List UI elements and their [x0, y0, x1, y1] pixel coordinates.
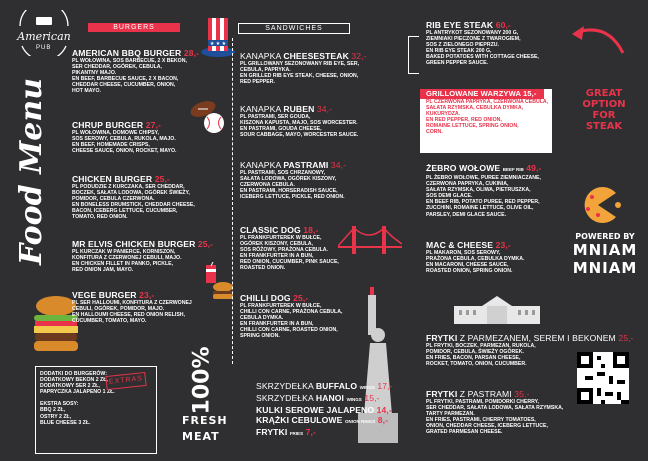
pub-logo [14, 10, 74, 56]
burger-item-chrup: CHRUP BURGER 27,- PL WOŁOWINA, DOMOWE CHIPSY, SOS SEROWY, CEBULA, RUKOLA, MAJO. EN BEEF, HOMEMADE CRISPS, CHEESE SAUCE, ONION, ROCKET, MAYO. [72, 120, 177, 155]
grill-item: GRILLOWANE WARZYWA 15,- PL CZERWONA PAPRYKA, CZERWONA CEBULA, SAŁATA RZYMSKA, CEBULKA DYMKA, KUKURYDZA. EN RED PEPPER, RED ONION, ROMAINE LETTUCE, SPRING ONION, CORN. [426, 89, 549, 136]
sandwich-item-cheesesteak: KANAPKA CHEESESTEAK 32,- PL GRILLOWANY SEZONOWANY RIB EYE, SER, CEBULA, PAPRYKA. EN GRILLED RIB EYE STEAK, CHEESE, ONION, RED PEPPER. [240, 51, 367, 86]
fresh-meat-line1: FRESH [182, 414, 228, 427]
extras-badge: EXTRAS [105, 372, 146, 390]
burger-small-icon [212, 282, 234, 300]
wing-item-onion-rings: KRĄŻKI CEBULOWE ONION RINGS 8,- [256, 415, 389, 425]
great-option-label: GREAT OPTION FOR STEAK [582, 88, 626, 132]
wing-item-jalapeno: KULKI SEROWE JALAPENO 14,- [256, 405, 392, 415]
arrow-icon [568, 18, 628, 58]
extras-title-2: EKSTRA SOSY: [40, 401, 79, 408]
sandwich-item-classic-dog: CLASSIC DOG 18,- PL FRANKFURTEREK W BUŁCE, OGÓREK KISZONY, CEBULA, SOS RÓŻOWY, PRAŻONA CEBULA. EN FRANKFURTER IN A BUN, RED ONION, CUCUMBER, PINK SAUCE, ROASTED ONION. [240, 225, 339, 272]
burgers-ribbon: BURGERS [88, 23, 180, 32]
sandwiches-ribbon: SANDWICHES [238, 23, 350, 34]
ribeye-item: RIB EYE STEAK 60,- PL ANTRYKOT SEZONOWANY 200 G, ZIEMNIAKI PIECZONE Z TWAROGIEM, SOS Z ZIELONEGO PIEPRZU. EN RIB EYE STEAK 200 G, BAKED POTATOES WITH COTTAGE CHEESE, GREEN PEPPER SAUCE. [426, 20, 539, 67]
burger-item-vege: VEGE BURGER 23,- PL SER HALLOUMI, KONFITURA Z CZERWONEJ CEBULI, OGÓREK, POMIDOR, MAJO. EN HALLOUMI CHEESE, RED ONION RELISH, CUCUMBER, TOMATO, MAYO. [72, 290, 192, 325]
fresh-meat-line2: MEAT [182, 430, 220, 443]
svg-text:★ ★ ★: ★ ★ ★ [209, 41, 227, 47]
pizza-icon [578, 185, 624, 225]
extras-content: DODATKI DO BURGERÓW: DODATKOWY BEKON 2 ZŁ, DODATKOWY SER 2 ZŁ, PAPRYCZKA JALAPENO 1 ZŁ. EKSTRA SOSY: BBQ 2 ZŁ, OSTRY 2 ZŁ, BLUE CHEESE 3 ZŁ. [40, 371, 120, 426]
fresh-meat-badge [178, 338, 238, 458]
ribeye-bracket [408, 36, 419, 74]
sandwich-item-pastrami: KANAPKA PASTRAMI 34,- PL PASTRAMI, SOS CHRZANOWY, SAŁATA LODOWA, OGÓREK KISZONY, CZERWONA CEBULA. EN PASTRAMI, HORSERADISH SAUCE, ICEBERG LETTUCE, PICKLE, RED ONION. [240, 160, 347, 201]
food-menu-text: Food Menu [14, 77, 49, 265]
sandwich-item-ruben: KANAPKA RUBEN 34,- PL PASTRAMI, SER GOUDA, KISZONA KAPUSTA, MAJO, SOS WORCESTER. EN PASTRAMI, GOUDA CHEESE, SOUR CABBAGE, MAYO, WORCESTER SAUCE. [240, 104, 359, 139]
uncle-sam-hat-icon [200, 14, 236, 58]
logo-script: American [17, 30, 71, 43]
wing-item-fries: FRYTKI FRIES 7,- [256, 427, 316, 437]
frytki-parm-item: FRYTKI Z PARMEZANEM, SEREM I BEKONEM 25,- PL FRYTKI, BOCZEK, PARMEZAN, RUKOLA, POMIDOR, CEBULA, ŚWIEŻY OGÓREK. EN FRIES, BACON, PARSAN CHEESE, ROCKET, TOMATO, ONION, CUCUMBER. [426, 333, 634, 368]
fresh-meat-pct: 100% [189, 346, 215, 415]
wings-list [256, 381, 393, 439]
frytki-pastrami-item: FRYTKI Z PASTRAMI 35,- PL FRYTKI, PASTRAMI, POMIDORKI CHERRY, SER CHEDDAR, SAŁATA LODOWA, SAŁATA RZYMSKA, TARTY PARMEZAN. EN FRIES, PASTRAMI, CHERRY TOMATOES, ONION, CHEDDAR CHEESE, ICEBERG LETTUCE, GRATED PARMESAN CHEESE. [426, 389, 564, 436]
powered-by: POWERED BY MNIAM MNIAM [572, 232, 638, 277]
bridge-icon [338, 224, 402, 256]
sandwich-item-chilli-dog: CHILLI DOG 25,- PL FRANKFURTEREK W BUŁCE, CHILLI CON CARNE, PRAŻONA CEBULA, CEBULA DYMKA. EN FRANKFURTER IN A BUN, CHILLI CON CARNE, ROASTED ONION, SPRING ONION. [240, 293, 343, 340]
qr-code[interactable] [577, 352, 629, 404]
food-menu-title [2, 77, 62, 265]
burger-item-chicken: CHICKEN BURGER 25,- PL PODUDZIE Z KURCZAKA, SER CHEDDAR, BOCZEK, SAŁATA LODOWA, OGÓREK ŚWIEŻY, POMIDOR, CEBULA CZERWONA. EN BONELESS DRUMSTICK, CHEDDAR CHEESE, BACON, ICEBERG LETTUCE, CUCUMBER, TOMATO, RED ONION. [72, 174, 195, 221]
wing-item-hanoi: SKRZYDEŁKA HANOI WINGS 15,- [256, 393, 380, 403]
soda-cup-icon [204, 262, 218, 284]
mac-item: MAC & CHEESE 23,- PL MAKARON, SOS SEROWY, PRAŻONA CEBULA, CEBULKA DYMKA. EN MACARONI, CHEESE SAUCE, ROASTED ONION, SPRING ONION. [426, 240, 525, 275]
dashed-path [232, 38, 235, 364]
white-house-icon [454, 292, 540, 326]
burger-item-bbq: AMERICAN BBQ BURGER 28,- PL WOŁOWINA, SOS BARBECUE, 2 X BEKON, SER CHEDDAR, OGÓREK, CEBULA, PIKANTNY MAJO. EN BEEF, BARBECUE SAUCE, 2 X BACON, CHEDDAR CHEESE, CUCUMBER, ONION, HOT MAYO. [72, 48, 200, 95]
logo-pub: PUB [36, 45, 52, 51]
wing-item-buffalo: SKRZYDEŁKA BUFFALO WINGS 17,- [256, 381, 393, 391]
extras-title-1: DODATKI DO BURGERÓW: [40, 371, 107, 377]
zebro-item: ŻEBRO WOŁOWE BEEF RIB 49,- PL ŻEBRO WOŁOWE, PUREE ZIEMNIACZANE, CZERWONA PAPRYKA, CUKINIA, SAŁATA RZYMSKA, OLIWA, PIETRUSZKA, SOS DEMI GLACE. EN BEEF RIB, POTATO PUREE, RED PEPPER, ZUCCHINI, ROMAINE LETTUCE, OLIVE OIL, PARSLEY, DEMI GLACE SAUCE. [426, 163, 542, 218]
burger-item-elvis: MR ELVIS CHICKEN BURGER 25,- PL KURCZAK W PANIERCE, KORNISZON, KONFITURA Z CZERWONEJ CEBULI, MAJO. EN CHICKEN FILLET IN PANKO, PICKLE, RED ONION JAM, MAYO. [72, 239, 214, 274]
burgers-list [72, 48, 214, 325]
baseball-icon [203, 112, 225, 134]
